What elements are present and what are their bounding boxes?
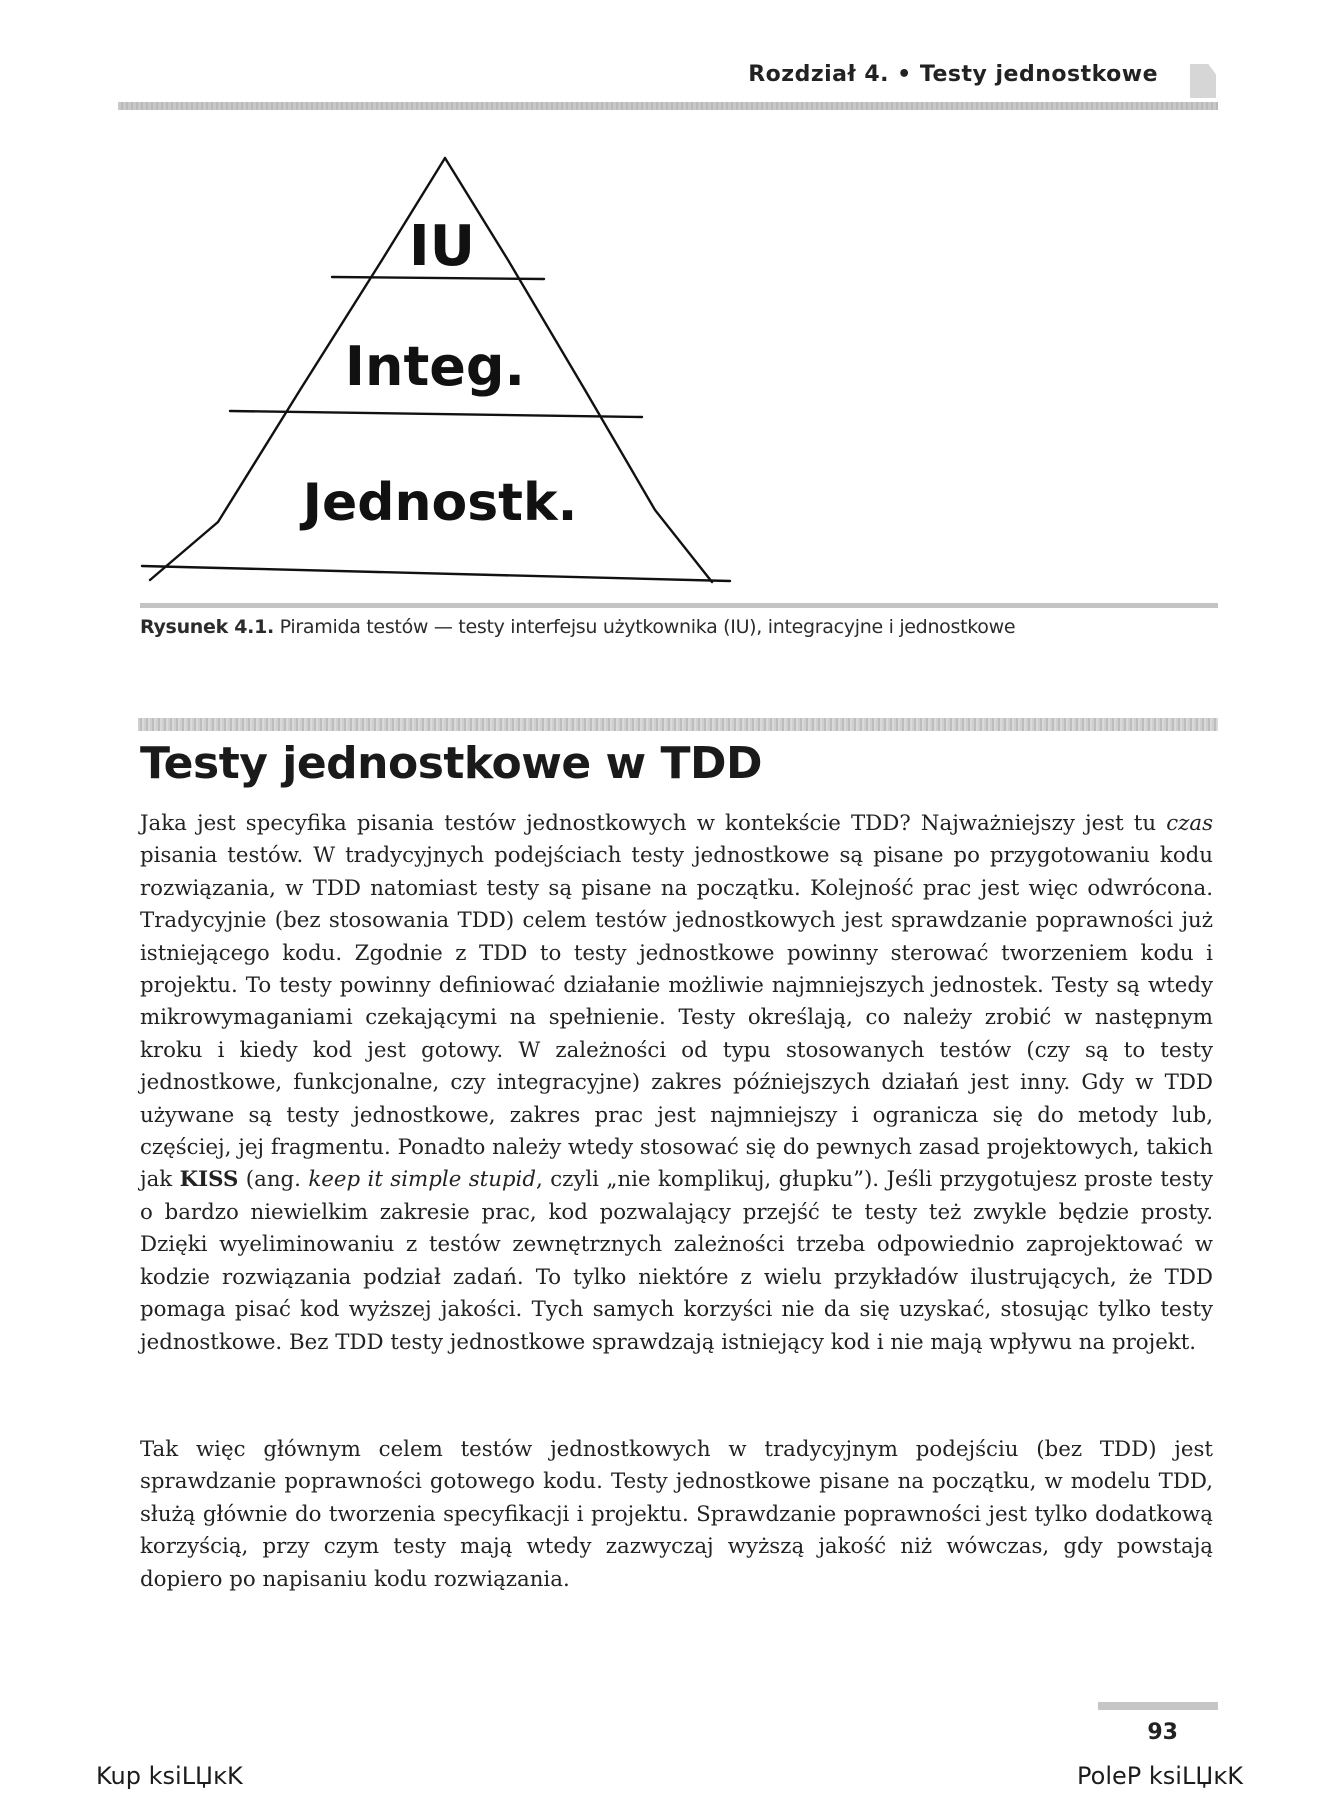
p1-italic-czas: czas bbox=[1166, 811, 1213, 836]
paragraph-1 bbox=[140, 808, 1213, 1359]
figure-rule bbox=[140, 603, 1218, 608]
p1-text-1: Jaka jest specyfika pisania testów jednostkowych w kontekście TDD? Najważniejszy jest tu bbox=[140, 811, 1167, 836]
pyramid-base-line bbox=[142, 566, 730, 581]
p1-text-2: pisania testów. W tradycyjnych podejściach testy jednostkowe są pisane po przygotowaniu kodu rozwiązania, w TDD natomiast testy są pisane na początku. Kolejność prac jest więc odwrócona. Tradycyjnie (bez stosowania TDD) celem testów jednostkowych jest sprawdzanie poprawności już istniejącego kodu. Zgodnie z TDD to testy jednostkowe powinny sterować tworzeniem kodu i projektu. To testy powinny definiować działanie możliwie najmniejszych jednostek. Testy są wtedy mikrowymaganiami czekającymi na spełnienie. Testy określają, co należy zrobić w następnym kroku i kiedy kod jest gotowy. W zależności od typu stosowanych testów (czy są to testy jednostkowe, funkcjonalne, czy integracyjne) zakres późniejszych działań jest inny. Gdy w TDD używane są testy jednostkowe, zakres prac jest najmniejszy i ogranicza się do metody lub, częściej, jej fragmentu. Ponadto należy wtedy stosować się do pewnych zasad projektowych, takich jak bbox=[140, 843, 1213, 1193]
paragraph-2: Tak więc głównym celem testów jednostkowych w tradycyjnym podejściu (bez TDD) jest sprawdzanie poprawności gotowego kodu. Testy jednostkowe pisane na początku, w modelu TDD, służą głównie do tworzenia specyfikacji i projektu. Sprawdzanie poprawności jest tylko dodatkową korzyścią, przy czym testy mają wtedy zazwyczaj wyższą jakość niż wówczas, gdy powstają dopiero po napisaniu kodu rozwiązania. bbox=[140, 1437, 1213, 1592]
header-rule bbox=[118, 102, 1218, 110]
footer-recommend-book-link[interactable]: PoleP ksiLЏĸK bbox=[1077, 1762, 1243, 1790]
page-number-bar bbox=[1098, 1702, 1218, 1710]
pyramid-level-ui: IU bbox=[408, 214, 476, 279]
test-pyramid-figure bbox=[130, 150, 750, 590]
page-number: 93 bbox=[1147, 1720, 1178, 1745]
figure-caption-label: Rysunek 4.1. bbox=[140, 616, 274, 638]
running-header: Rozdział 4. • Testy jednostkowe bbox=[748, 62, 1158, 87]
figure-caption bbox=[140, 616, 1220, 638]
p1-italic-kiss-expansion: keep it simple stupid bbox=[308, 1167, 536, 1193]
p1-text-4: , czyli „nie komplikuj, głupku”). Jeśli przygotujesz proste testy o bardzo niewielkim zakresie prac, kod pozwalający przejść te testy też zwykle będzie prosty. Dzięki wyeliminowaniu z testów zewnętrznych zależności trzeba odpowiednio zaprojektować w kodzie rozwiązania podział zadań. To tylko niektóre z wielu przykładów ilustrujących, że TDD pomaga pisać kod wyższej jakości. Tych samych korzyści nie da się uzyskać, stosując tylko testy jednostkowe. Bez TDD testy jednostkowe sprawdzają istniejący kod i nie mają wpływu na projekt. bbox=[140, 1167, 1213, 1355]
p1-text-3: (ang. bbox=[238, 1167, 309, 1193]
figure-caption-text: Piramida testów — testy interfejsu użytkownika (IU), integracyjne i jednostkowe bbox=[273, 616, 1016, 638]
pyramid-level-jednostk: Jednostk. bbox=[302, 473, 578, 533]
p1-bold-kiss: KISS bbox=[179, 1167, 239, 1193]
footer-buy-book-link[interactable]: Kup ksiLЏĸK bbox=[96, 1762, 243, 1790]
section-title: Testy jednostkowe w TDD bbox=[140, 738, 763, 789]
pyramid-divider-middle bbox=[230, 411, 642, 417]
section-rule bbox=[138, 718, 1218, 731]
pyramid-level-integ: Integ. bbox=[344, 335, 526, 398]
page-corner-tab bbox=[1190, 64, 1216, 98]
